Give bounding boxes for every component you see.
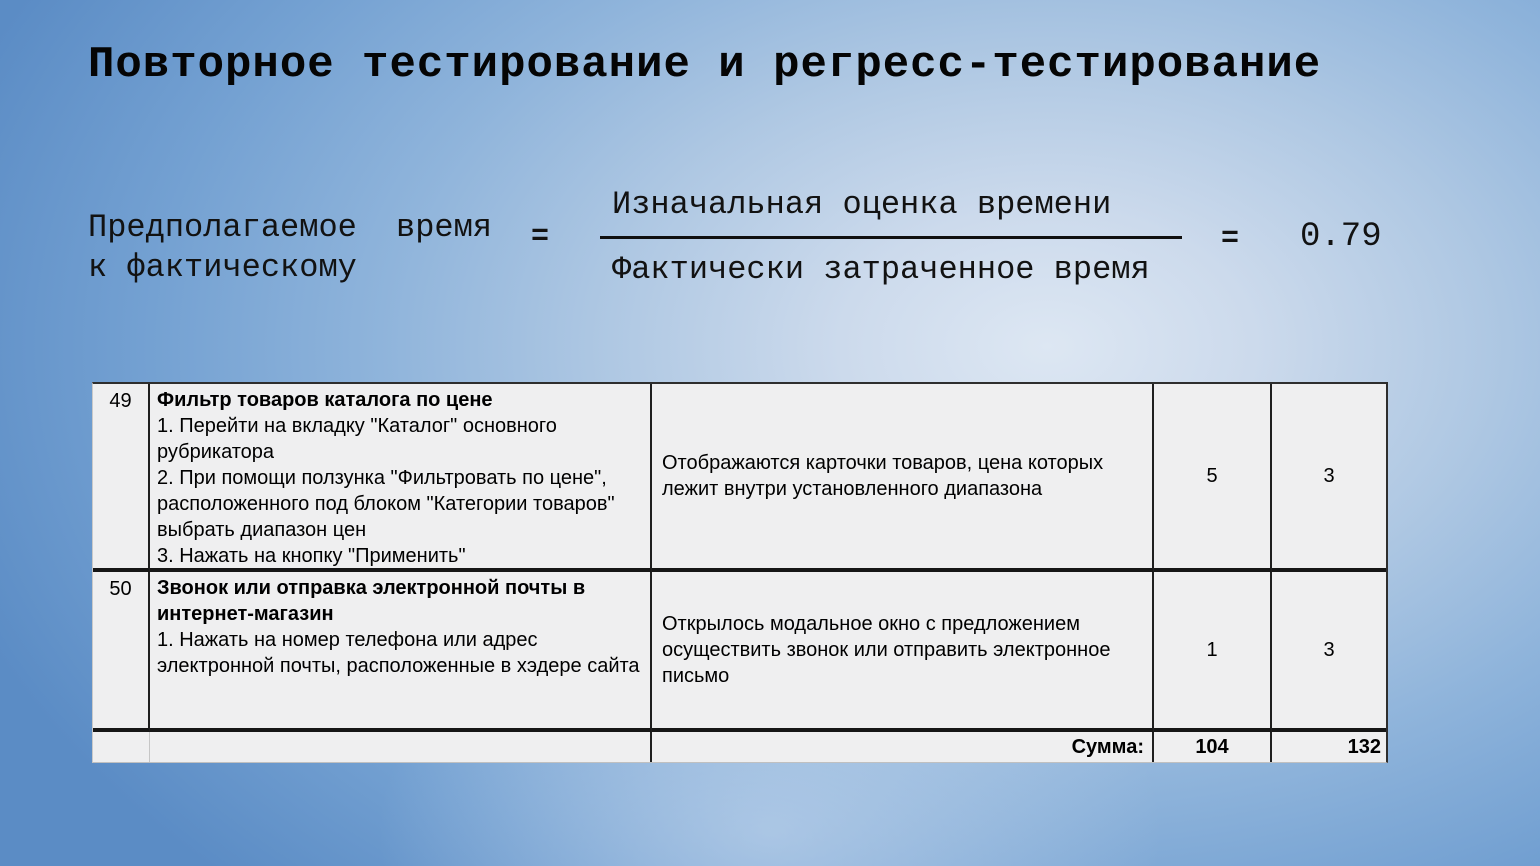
table-row-50-estimated-time: 1 bbox=[1154, 572, 1272, 732]
fraction-bar bbox=[600, 236, 1182, 239]
slide-title: Повторное тестирование и регресс-тестирование bbox=[88, 40, 1322, 90]
formula-fraction bbox=[600, 188, 1182, 287]
equals-sign-right: = bbox=[1221, 222, 1240, 256]
test-case-step: 3. Нажать на кнопку "Применить" bbox=[157, 545, 466, 567]
sum-estimated-total: 104 bbox=[1154, 732, 1272, 762]
test-case-title: Фильтр товаров каталога по цене bbox=[157, 389, 493, 411]
sum-row-empty-number-cell bbox=[93, 732, 150, 762]
table-row-49-estimated-time: 5 bbox=[1154, 384, 1272, 572]
table-row-49-number: 49 bbox=[93, 384, 150, 572]
table-row-49-description bbox=[150, 384, 652, 572]
table-row-49-actual-time: 3 bbox=[1272, 384, 1386, 572]
test-case-step: 1. Нажать на номер телефона или адрес электронной почты, расположенные в хэдере сайта bbox=[157, 629, 640, 677]
formula-label-line2: к фактическому bbox=[88, 249, 357, 286]
fraction-denominator: Фактически затраченное время bbox=[612, 251, 1150, 288]
formula-label-line1: Предполагаемое время bbox=[88, 209, 492, 246]
sum-actual-total: 132 bbox=[1272, 732, 1386, 762]
test-case-table bbox=[92, 382, 1388, 763]
expected-result-text: Открылось модальное окно с предложением осуществить звонок или отправить электронное письмо bbox=[662, 613, 1111, 687]
table-row-50-expected-result bbox=[652, 572, 1154, 732]
test-case-step: 1. Перейти на вкладку "Каталог" основного рубрикатора bbox=[157, 415, 557, 463]
test-case-step: 2. При помощи ползунка "Фильтровать по цене", расположенного под блоком "Категории товаров" выбрать диапазон цен bbox=[157, 467, 615, 541]
test-case-title: Звонок или отправка электронной почты в интернет-магазин bbox=[157, 577, 586, 625]
formula-result-value: 0.79 bbox=[1300, 218, 1382, 256]
table-row-50-number: 50 bbox=[93, 572, 150, 732]
table-row-50-description bbox=[150, 572, 652, 732]
sum-row-empty-description-cell bbox=[150, 732, 652, 762]
fraction-numerator: Изначальная оценка времени bbox=[612, 186, 1112, 223]
expected-result-text: Отображаются карточки товаров, цена которых лежит внутри установленного диапазона bbox=[662, 452, 1104, 500]
equals-sign-left: = bbox=[531, 220, 550, 254]
formula-label bbox=[88, 208, 492, 288]
table-row-50-actual-time: 3 bbox=[1272, 572, 1386, 732]
table-row-49-expected-result bbox=[652, 384, 1154, 572]
sum-row-label: Сумма: bbox=[652, 732, 1154, 762]
